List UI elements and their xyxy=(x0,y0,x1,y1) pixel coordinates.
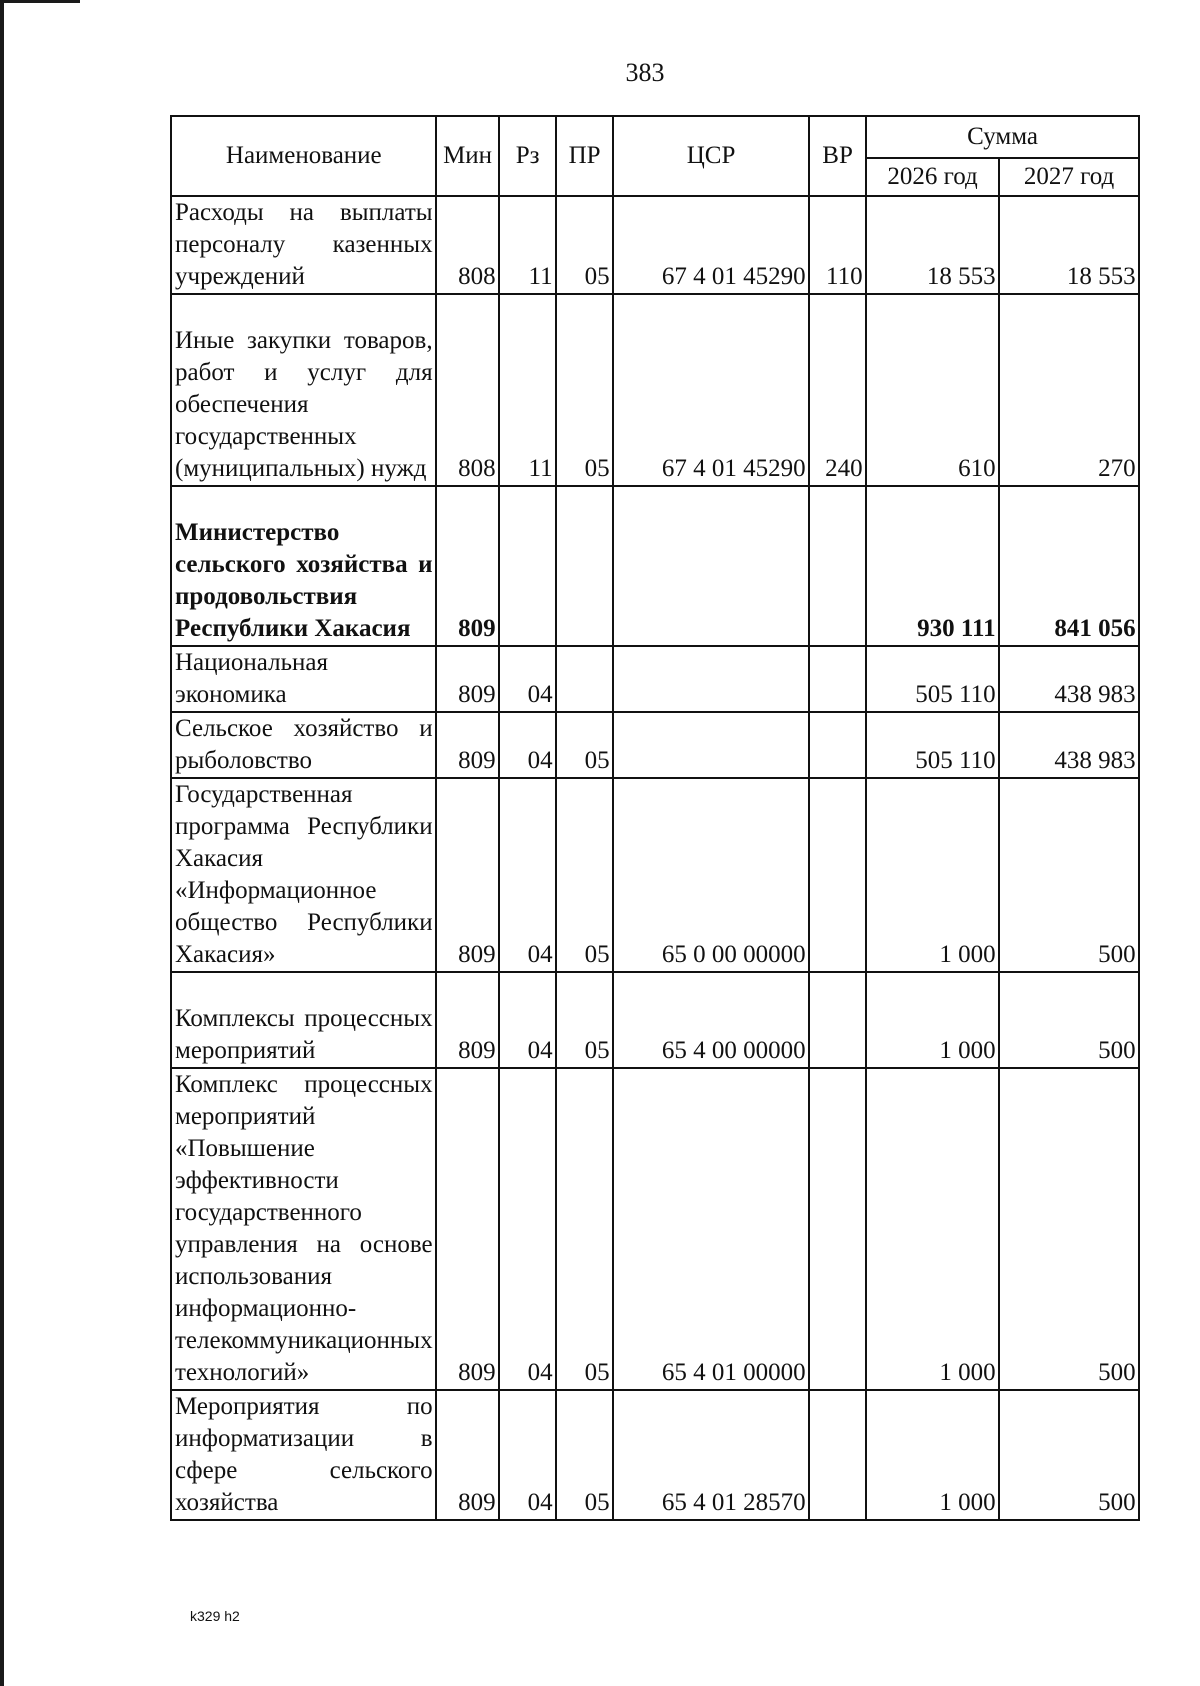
row-vr xyxy=(809,486,866,646)
table-row xyxy=(171,196,1139,294)
table-row xyxy=(171,712,1139,778)
row-name: Расходы на выплаты персоналу казенных учреждений xyxy=(171,196,436,294)
row-sum-2027: 500 xyxy=(999,1068,1139,1390)
row-rz: 11 xyxy=(499,294,556,486)
row-pr: 05 xyxy=(556,778,613,972)
row-rz: 11 xyxy=(499,196,556,294)
header-sum: Сумма xyxy=(866,116,1139,158)
row-rz: 04 xyxy=(499,778,556,972)
row-vr xyxy=(809,972,866,1068)
row-sum-2026: 1 000 xyxy=(866,778,999,972)
row-name: Министерство сельского хозяйства и продовольствия Республики Хакасия xyxy=(171,486,436,646)
row-sum-2027: 438 983 xyxy=(999,646,1139,712)
row-sum-2027: 500 xyxy=(999,778,1139,972)
table-row xyxy=(171,972,1139,1068)
table-row xyxy=(171,646,1139,712)
row-name: Иные закупки товаров, работ и услуг для обеспечения государственных (муниципальных) нужд xyxy=(171,294,436,486)
row-pr: 05 xyxy=(556,196,613,294)
row-sum-2027: 500 xyxy=(999,1390,1139,1520)
header-csr: ЦСР xyxy=(613,116,809,196)
row-sum-2026: 1 000 xyxy=(866,1390,999,1520)
header-year-2026: 2026 год xyxy=(866,158,999,196)
budget-table xyxy=(170,115,1140,1521)
row-min: 809 xyxy=(436,1390,499,1520)
row-sum-2027: 841 056 xyxy=(999,486,1139,646)
row-pr: 05 xyxy=(556,294,613,486)
row-sum-2026: 1 000 xyxy=(866,972,999,1068)
row-csr: 67 4 01 45290 xyxy=(613,294,809,486)
row-rz: 04 xyxy=(499,1068,556,1390)
row-sum-2026: 505 110 xyxy=(866,646,999,712)
row-min: 808 xyxy=(436,294,499,486)
row-name: Государственная программа Республики Хакасия «Информационное общество Республики Хакасия» xyxy=(171,778,436,972)
row-vr xyxy=(809,778,866,972)
row-min: 809 xyxy=(436,972,499,1068)
row-pr xyxy=(556,646,613,712)
row-min: 808 xyxy=(436,196,499,294)
header-pr: ПР xyxy=(556,116,613,196)
header-vr: ВР xyxy=(809,116,866,196)
row-vr xyxy=(809,1390,866,1520)
row-csr: 65 4 01 28570 xyxy=(613,1390,809,1520)
row-vr xyxy=(809,712,866,778)
row-name: Сельское хозяйство и рыболовство xyxy=(171,712,436,778)
row-pr xyxy=(556,486,613,646)
row-csr: 65 0 00 00000 xyxy=(613,778,809,972)
row-min: 809 xyxy=(436,712,499,778)
row-vr: 110 xyxy=(809,196,866,294)
page-number: 383 xyxy=(625,58,665,87)
row-sum-2027: 270 xyxy=(999,294,1139,486)
row-min: 809 xyxy=(436,1068,499,1390)
table-row xyxy=(171,294,1139,486)
row-rz xyxy=(499,486,556,646)
row-csr: 65 4 01 00000 xyxy=(613,1068,809,1390)
row-rz: 04 xyxy=(499,712,556,778)
row-min: 809 xyxy=(436,486,499,646)
header-year-2027: 2027 год xyxy=(999,158,1139,196)
row-sum-2027: 500 xyxy=(999,972,1139,1068)
header-min: Мин xyxy=(436,116,499,196)
row-rz: 04 xyxy=(499,646,556,712)
row-sum-2026: 18 553 xyxy=(866,196,999,294)
table-row xyxy=(171,778,1139,972)
table-row xyxy=(171,1390,1139,1520)
row-pr: 05 xyxy=(556,1068,613,1390)
row-sum-2026: 505 110 xyxy=(866,712,999,778)
row-csr xyxy=(613,646,809,712)
row-sum-2027: 438 983 xyxy=(999,712,1139,778)
page-scan-edge-top xyxy=(0,0,80,3)
row-name: Комплекс процессных мероприятий «Повышение эффективности государственного управления на основе использования информационно-телекоммуникационных технологий» xyxy=(171,1068,436,1390)
row-vr xyxy=(809,646,866,712)
footer-doc-code: k329 h2 xyxy=(190,1608,240,1624)
row-vr: 240 xyxy=(809,294,866,486)
table-row xyxy=(171,1068,1139,1390)
row-name: Комплексы процессных мероприятий xyxy=(171,972,436,1068)
row-csr xyxy=(613,486,809,646)
row-pr: 05 xyxy=(556,1390,613,1520)
header-name: Наименование xyxy=(171,116,436,196)
row-sum-2026: 610 xyxy=(866,294,999,486)
header-row xyxy=(171,116,1139,158)
row-rz: 04 xyxy=(499,972,556,1068)
row-name: Мероприятия по информатизации в сфере сельского хозяйства xyxy=(171,1390,436,1520)
row-vr xyxy=(809,1068,866,1390)
row-pr: 05 xyxy=(556,972,613,1068)
header-rz: Рз xyxy=(499,116,556,196)
row-min: 809 xyxy=(436,778,499,972)
table-row xyxy=(171,486,1139,646)
row-csr xyxy=(613,712,809,778)
row-csr: 67 4 01 45290 xyxy=(613,196,809,294)
page-scan-edge xyxy=(0,0,4,1686)
row-min: 809 xyxy=(436,646,499,712)
row-csr: 65 4 00 00000 xyxy=(613,972,809,1068)
row-sum-2026: 930 111 xyxy=(866,486,999,646)
row-sum-2026: 1 000 xyxy=(866,1068,999,1390)
row-pr: 05 xyxy=(556,712,613,778)
row-name: Национальная экономика xyxy=(171,646,436,712)
row-rz: 04 xyxy=(499,1390,556,1520)
row-sum-2027: 18 553 xyxy=(999,196,1139,294)
